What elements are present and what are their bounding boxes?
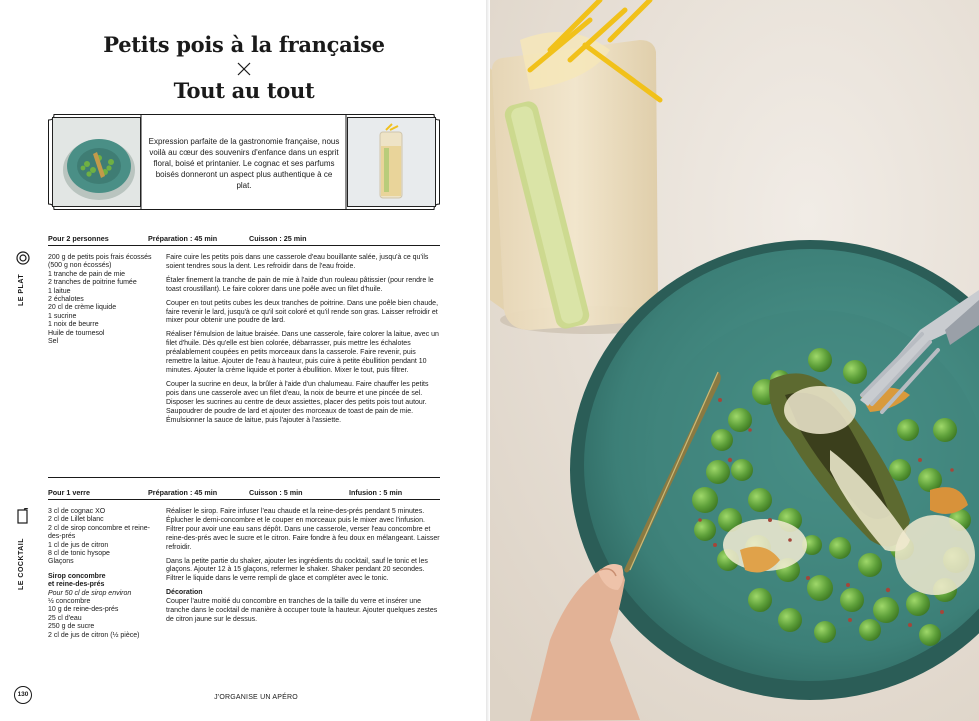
plat-cook-time: Cuisson : 25 min — [249, 234, 307, 243]
decoration-text: Couper l'autre moitié du concombre en tranches de la taille du verre et insérer une tranche dans le cocktail de manière à occuper toute la hauteur. Ajouter quelques zestes de citron jaune sur le dessus. — [166, 598, 438, 623]
list-item: 250 g de sucre — [48, 623, 95, 631]
plat-prep-time: Préparation : 45 min — [148, 234, 218, 243]
list-item: Sel — [48, 338, 59, 346]
list-item: 1 sucrine — [48, 312, 77, 320]
list-item: 1 tranche de pain de mie — [48, 270, 126, 278]
list-item: 10 g de reine-des-prés — [48, 606, 119, 614]
step-paragraph: Couper en tout petits cubes les deux tranches de poitrine. Dans une poêle bien chaude, faire revenir le lard, jusqu'à ce qu'il soit coloré et qu'il rende son gras. Laisser refroidir et mixer pour obtenir une poudre de lard. — [166, 299, 439, 325]
intro-box — [48, 114, 440, 210]
cocktail-steps — [166, 508, 440, 630]
list-item: 2 tranches de poitrine fumée — [48, 279, 137, 287]
list-item: (500 g non écossés) — [48, 262, 112, 270]
glass-icon — [16, 508, 30, 524]
syrup-yield: Pour 50 cl de sirop environ — [48, 589, 132, 597]
plat-divider — [48, 245, 440, 246]
plat-steps — [166, 254, 440, 430]
recipe-title: Petits pois à la française — [103, 32, 385, 57]
plat-side-label: LE PLAT — [18, 273, 25, 306]
cocktail-cook-time: Cuisson : 5 min — [249, 488, 303, 497]
list-item: 2 cl de jus de citron (½ pièce) — [48, 631, 140, 639]
cocktail-side-label: LE COCKTAIL — [18, 537, 25, 590]
list-item: des-prés — [48, 533, 76, 541]
list-item: ½ concombre — [48, 598, 91, 606]
step-paragraph: Dans la petite partie du shaker, ajouter les ingrédients du cocktail, sauf le tonic et les glaçons. Ajouter 12 à 15 glaçons, refermer le shaker. Shaker pendant 20 secondes. Filtrer le liquide dans le verre rempli de glace et compléter avec le tonic. — [166, 557, 428, 583]
cocktail-thumbnail — [347, 117, 436, 207]
step-paragraph: Réaliser l'émulsion de laitue braisée. Dans une casserole, faire colorer la laitue, avec un filet d'huile. Dès qu'elle est bien colorée, débarrasser, puis mettre les échalotes préalablement coupées en petits morceaux dans la casserole. Faire revenir, puis remettre la laitue. Ajouter de l'eau à hauteur, puis cuire à petite ébullition pendant 10 minutes. Ajouter la crème liquide et porter à ébullition. Mixer le tout, puis filtrer. — [166, 331, 439, 374]
step-paragraph: Couper la sucrine en deux, la brûler à l'aide d'un chalumeau. Faire chauffer les petits pois dans une casserole avec un filet d'eau, la noix de beurre et une pincée de sel. Disposer les sucrines au centre de deux assiettes, placer des petits pois tout autour. Saupoudrer de poudre de lard et ajouter des morceaux de toast de pain de mie. Émulsionner la sauce de laitue, puis l'ajouter à l'assiette. — [166, 380, 429, 424]
left-page — [0, 0, 488, 721]
running-footer: J'ORGANISE UN APÉRO — [214, 694, 298, 701]
list-item: 25 cl d'eau — [48, 614, 82, 622]
list-item: 20 cl de crème liquide — [48, 304, 117, 312]
list-item: 2 échalotes — [48, 296, 84, 304]
list-item: 1 cl de jus de citron — [48, 541, 109, 549]
section-divider — [48, 477, 440, 478]
cocktail-servings: Pour 1 verre — [48, 488, 90, 497]
list-item: Glaçons — [48, 558, 74, 566]
syrup-title: Sirop concombre — [48, 572, 106, 580]
decoration-title: Décoration — [166, 589, 203, 597]
cocktail-divider — [48, 499, 440, 500]
intro-text: Expression parfaite de la gastronomie française, nous voilà au cœur des souvenirs d'enfance dans un esprit floral, boisé et printanier. Le cognac et ses parfums boisés donneront un aspect plus authentique à ce plat. — [148, 137, 340, 190]
list-item: 1 laitue — [48, 287, 71, 295]
cocktail-prep-time: Préparation : 45 min — [148, 488, 218, 497]
list-item: 1 noix de beurre — [48, 321, 99, 329]
page-number: 130 — [14, 686, 32, 704]
list-item: 8 cl de tonic hysope — [48, 550, 110, 558]
plat-ingredients — [48, 254, 154, 346]
cocktail-title: Tout au tout — [173, 78, 315, 103]
list-item: 2 cl de sirop concombre et reine- — [48, 524, 150, 532]
plat-servings: Pour 2 personnes — [48, 234, 109, 243]
step-paragraph: Étaler finement la tranche de pain de mie à l'aide d'un rouleau pâtissier (pour rendre le toast croustillant). Le faire colorer dans une poêle avec un filet d'huile. — [166, 276, 434, 293]
list-item: 3 cl de cognac XO — [48, 508, 106, 515]
recipe-photo — [490, 0, 979, 721]
dish-and-cocktail-photo — [490, 0, 979, 721]
syrup-title: et reine-des-prés — [48, 581, 105, 589]
cocktail-infusion-time: Infusion : 5 min — [349, 488, 403, 497]
list-item: Huile de tournesol — [48, 329, 105, 337]
dish-thumbnail — [52, 117, 141, 207]
cross-icon — [236, 61, 252, 77]
plate-icon — [16, 251, 30, 265]
step-paragraph: Réaliser le sirop. Faire infuser l'eau chaude et la reine-des-prés pendant 5 minutes. Éplucher le demi-concombre et le couper en morceaux puis le mixer avec l'infusion. Filtrer pour avoir une eau sans dépôt. Dans une casserole, verser l'eau concombre et reine-des-prés avec le sucre et le citron. Faire fondre à feu doux en mélangeant. Laisser refroidir. — [166, 508, 440, 551]
step-paragraph: Faire cuire les petits pois dans une casserole d'eau bouillante salée, jusqu'à ce qu'ils soient tendres sous la dent. Les refroidir dans de l'eau froide. — [166, 254, 429, 270]
list-item: 200 g de petits pois frais écossés — [48, 254, 152, 261]
cocktail-ingredients — [48, 508, 158, 640]
list-item: 2 cl de Lillet blanc — [48, 516, 104, 524]
